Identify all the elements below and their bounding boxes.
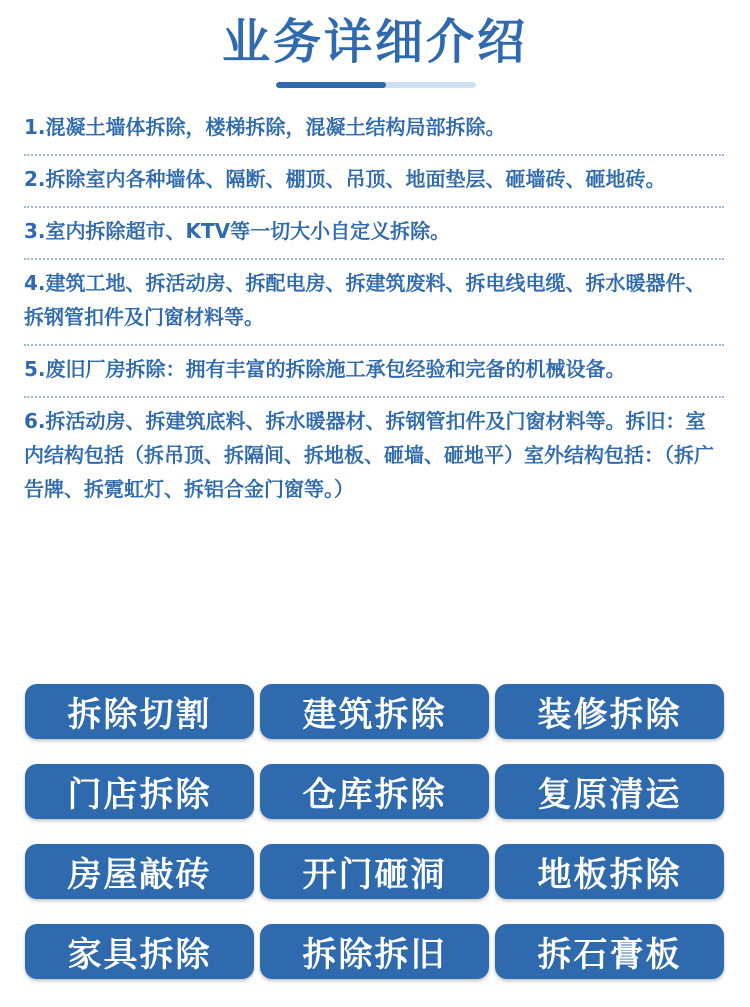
description-item-1: 1.混凝土墙体拆除，楼梯拆除，混凝土结构局部拆除。 (24, 104, 724, 156)
service-button-storefront[interactable]: 门店拆除 (25, 764, 254, 819)
service-button-door-opening[interactable]: 开门砸洞 (260, 844, 489, 899)
description-item-2: 2.拆除室内各种墙体、隔断、棚顶、吊顶、地面垫层、砸墙砖、砸地砖。 (24, 156, 724, 208)
description-item-4: 4.建筑工地、拆活动房、拆配电房、拆建筑废料、拆电线电缆、拆水暖器件、拆钢管扣件及门窗材料等。 (24, 260, 724, 346)
service-button-furniture[interactable]: 家具拆除 (25, 924, 254, 979)
service-button-old-removal[interactable]: 拆除拆旧 (260, 924, 489, 979)
service-button-floor[interactable]: 地板拆除 (495, 844, 724, 899)
service-button-brick-breaking[interactable]: 房屋敲砖 (25, 844, 254, 899)
service-button-grid (25, 684, 725, 979)
service-button-renovation[interactable]: 装修拆除 (495, 684, 724, 739)
page-title: 业务详细介绍 (221, 14, 528, 70)
service-button-warehouse[interactable]: 仓库拆除 (260, 764, 489, 819)
service-button-restore-clear[interactable]: 复原清运 (495, 764, 724, 819)
title-underline (276, 82, 476, 88)
description-item-6: 6.拆活动房、拆建筑底料、拆水暖器材、拆钢管扣件及门窗材料等。拆旧：室内结构包括（拆吊顶、拆隔间、拆地板、砸墙、砸地平）室外结构包括：（拆广告牌、拆霓虹灯、拆铝合金门窗等。） (24, 409, 714, 501)
service-button-gypsum-board[interactable]: 拆石膏板 (495, 924, 724, 979)
title-underline-fill (276, 82, 386, 88)
service-description-list (24, 104, 724, 516)
description-item-5: 5.废旧厂房拆除：拥有丰富的拆除施工承包经验和完备的机械设备。 (24, 346, 724, 398)
description-item-3: 3.室内拆除超市、KTV等一切大小自定义拆除。 (24, 208, 724, 260)
service-button-building[interactable]: 建筑拆除 (260, 684, 489, 739)
service-button-cutting[interactable]: 拆除切割 (25, 684, 254, 739)
